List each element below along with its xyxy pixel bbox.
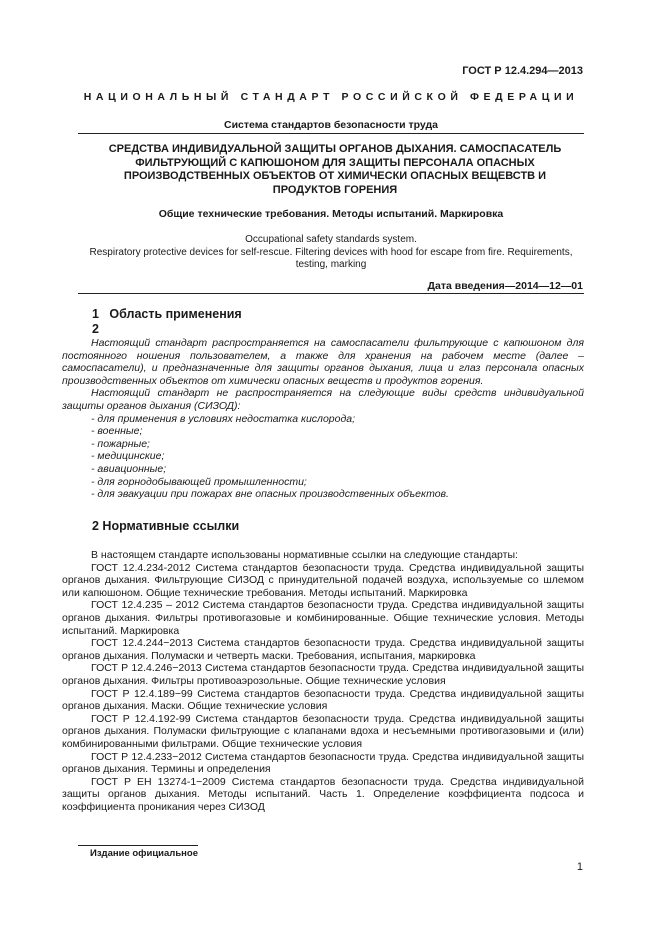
english-title-line2: Respiratory protective devices for self-rescue. Filtering devices with hood for escape from fire. Requirements, testing, marking — [89, 246, 573, 270]
list-item: - военные; — [91, 425, 143, 438]
reference-item: ГОСТ 12.4.234-2012 Система стандартов безопасности труда. Средства индивидуальной защиты органов дыхания. Фильтрующие СИЗОД с принудительной подачей воздуха, используемые со шлемом или капюшоном. Общие технические требования. Методы испытаний. Маркировка — [62, 561, 584, 599]
list-item: - пожарные; — [91, 437, 150, 450]
document-title: СРЕДСТВА ИНДИВИДУАЛЬНОЙ ЗАЩИТЫ ОРГАНОВ ДЫХАНИЯ. САМОСПАСАТЕЛЬ ФИЛЬТРУЮЩИЙ С КАПЮШОНОМ ДЛЯ ЗАЩИТЫ ПЕРСОНАЛА ОПАСНЫХ ПРОИЗВОДСТВЕННЫХ ОБЪЕКТОВ ОТ ХИМИЧЕСКИ ОПАСНЫХ ВЕЩЕВСТВ И ПРОДУКТОВ ГОРЕНИЯ — [108, 143, 562, 196]
footer-divider — [78, 845, 198, 846]
date-divider — [78, 293, 584, 294]
official-edition-label: Издание официальное — [90, 848, 198, 859]
section2-heading: 2 Нормативные ссылки — [92, 519, 240, 533]
list-item: - для горнодобывающей промышленности; — [91, 475, 307, 488]
introduction-date: Дата введения—2014—12—01 — [427, 280, 583, 292]
list-item: - для применения в условиях недостатка кислорода; — [91, 412, 356, 425]
list-item: - для эвакуации при пожарах вне опасных производственных объектов. — [91, 488, 449, 501]
section1-heading: 1 Область применения — [92, 307, 242, 321]
reference-item: ГОСТ 12.4.235 – 2012 Система стандартов безопасности труда. Средства индивидуальной защиты органов дыхания. Фильтры противогазовые и комбинированные. Общие технические условия. Методы испытаний. Маркировка — [62, 599, 584, 637]
exclusion-paragraph: Настоящий стандарт не распространяется на следующие виды средств индивидуальной защиты органов дыхания (СИЗОД): — [62, 387, 584, 412]
standards-series: Система стандартов безопасности труда — [223, 119, 439, 131]
document-code: ГОСТ Р 12.4.294—2013 — [462, 65, 583, 77]
references-intro: В настоящем стандарте использованы нормативные ссылки на следующие стандарты: — [91, 549, 518, 561]
page-number: 1 — [576, 861, 583, 873]
english-title — [78, 234, 584, 272]
scope-paragraph: Настоящий стандарт распространяется на самоспасатели фильтрующие с капюшоном для постоянного ношения пользователем, а также для хранения на рабочем месте (далее – самоспасатели), и предназначенные для защиты органов дыхания, лица и глаз персонала опасных производственных объектов от химически опасных веществ и продуктов горения. — [62, 337, 584, 387]
english-title-line1: Occupational safety standards system. — [245, 234, 417, 245]
reference-item: ГОСТ Р ЕН 13274-1−2009 Система стандартов безопасности труда. Средства индивидуальной защиты органов дыхания. Методы испытаний. Часть 1. Определение коэффициента подсоса и коэффициента проникания через СИЗОД — [62, 775, 584, 813]
section1-body — [62, 337, 584, 501]
reference-item: ГОСТ 12.4.244−2013 Система стандартов безопасности труда. Средства индивидуальной защиты органов дыхания. Полумаски и четверть маски. Требования, испытания, маркировка — [62, 637, 584, 662]
list-item: - авиационные; — [91, 462, 167, 475]
reference-item: ГОСТ Р 12.4.233−2012 Система стандартов безопасности труда. Средства индивидуальной защиты органов дыхания. Термины и определения — [62, 750, 584, 776]
national-standard-heading: НАЦИОНАЛЬНЫЙ СТАНДАРТ РОССИЙСКОЙ ФЕДЕРАЦИИ — [83, 91, 579, 103]
list-item: - медицинские; — [91, 450, 165, 463]
reference-item: ГОСТ Р 12.4.246−2013 Система стандартов безопасности труда. Средства индивидуальной защиты органов дыхания. Фильтры противоаэрозольные. Общие технические условия — [62, 662, 584, 687]
document-subtitle: Общие технические требования. Методы испытаний. Маркировка — [158, 208, 504, 220]
reference-item: ГОСТ Р 12.4.192-99 Система стандартов безопасности труда. Средства индивидуальной защиты органов дыхания. Полумаски фильтрующие с клапанами вдоха и несъемными противогазовыми и (или) комбинированными фильтрами. Общие технические условия — [62, 712, 584, 750]
reference-item: ГОСТ Р 12.4.189−99 Система стандартов безопасности труда. Средства индивидуальной защиты органов дыхания. Маски. Общие технические условия — [62, 687, 584, 713]
section2-body — [62, 549, 584, 813]
series-divider — [78, 133, 584, 134]
section1-number-2: 2 — [92, 322, 99, 336]
